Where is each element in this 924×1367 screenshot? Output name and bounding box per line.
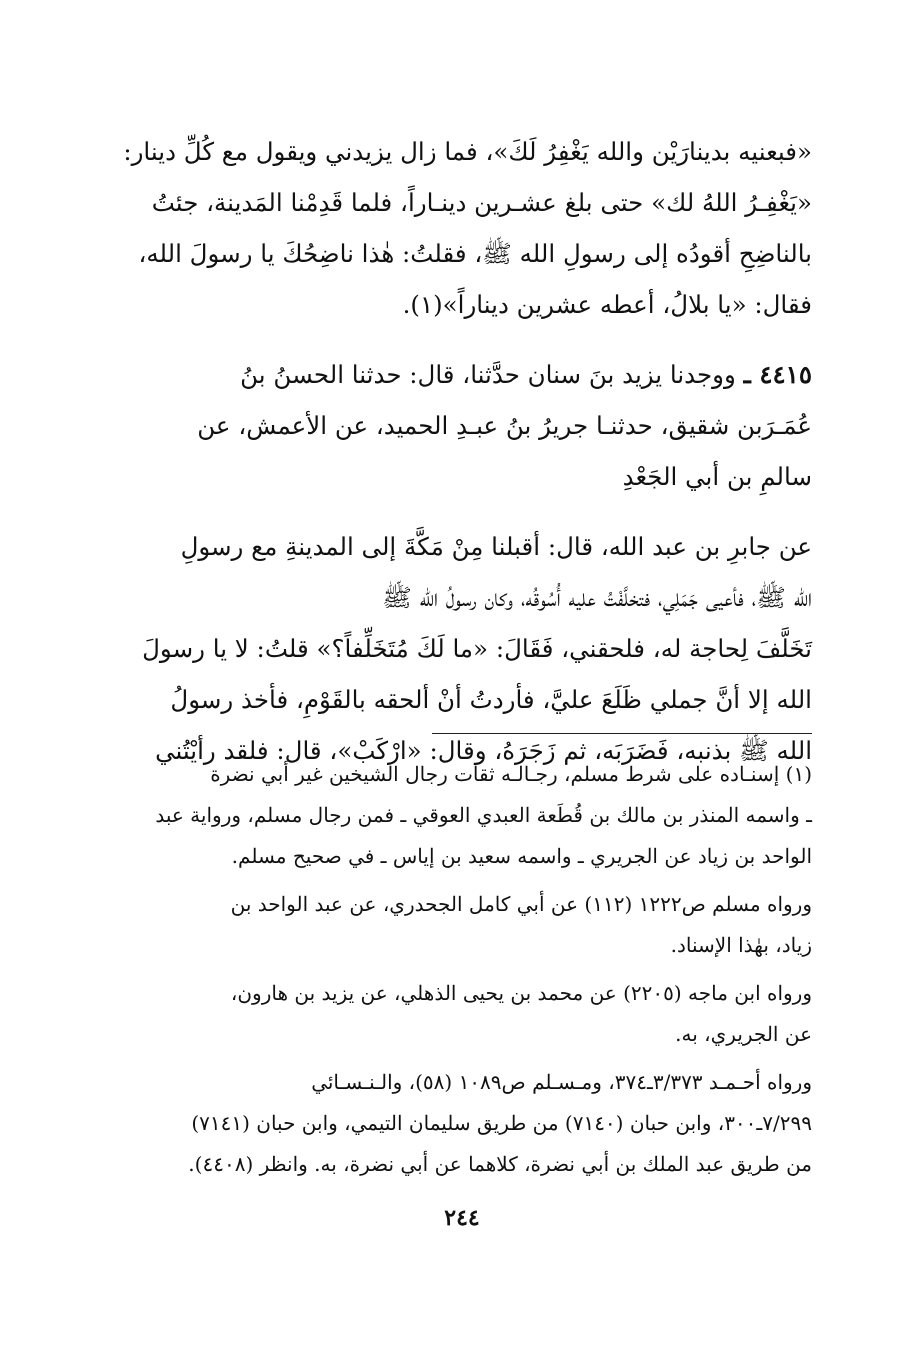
text-line: فقال: «يا بلالُ، أعطه عشرين ديناراً»(١). <box>402 290 812 319</box>
paragraph-1 <box>108 126 812 330</box>
footnote-line: ورواه ابن ماجه (٢٢٠٥) عن محمد بن يحيى الذهلي، عن يزيد بن هارون، <box>230 981 812 1005</box>
footnote-line: ورواه مسلم ص١٢٢٢ (١١٢) عن أبي كامل الجحدري، عن عبد الواحد بن <box>230 892 812 916</box>
text-line: الله إلا أنَّ جملي ظَلَعَ عليَّ، فأردتُ أنْ ألحقه بالقَوْمِ، فأخذ رسولُ <box>170 685 812 714</box>
footnote-line: ٧/٢٩٩ـ٣٠٠، وابن حبان (٧١٤٠) من طريق سليمان التيمي، وابن حبان (٧١٤١) <box>191 1111 812 1135</box>
footnotes-section <box>108 733 812 1185</box>
text-line: «فبعنيه بدينارَيْن والله يَغْفِرُ لَكَ»، فما زال يزيدني ويقول مع كُلِّ دينار: <box>123 137 812 166</box>
text-line: سالمِ بن أبي الجَعْدِ <box>622 462 812 491</box>
footnote-line: زياد، بهٰذا الإسناد. <box>670 933 812 957</box>
footnote-1 <box>108 754 812 877</box>
text-line: ووجدنا يزيد بنَ سنان حدَّثنا، قال: حدثنا الحسنُ بنُ <box>240 360 736 389</box>
main-text <box>108 126 812 776</box>
text-line: تَخَلَّفَ لِحاجة له، فلحقني، فَقَالَ: «ما لَكَ مُتَخَلِّفاً؟» قلتُ: لا يا رسولَ <box>142 634 812 663</box>
footnote-line: ـ واسمه المنذر بن مالك بن قُطَعة العبدي العوقي ـ فمن رجال مسلم، ورواية عبد <box>155 803 812 827</box>
footnote-line: عن الجريري، به. <box>675 1022 812 1046</box>
text-line: بالناضِحِ أقودُه إلى رسولِ الله ﷺ، فقلتُ: هٰذا ناضِحُكَ يا رسولَ الله، <box>138 239 812 268</box>
footnote-divider <box>432 733 812 734</box>
hadith-number: ٤٤١٥ ـ <box>743 360 812 389</box>
text-line: الله ﷺ، فأعيى جَمَلِي، فتخلَّفْتُ عليه أُسُوقُه، وكان رسولُ الله ﷺ <box>382 583 812 612</box>
footnote-line: من طريق عبد الملك بن أبي نضرة، كلاهما عن أبي نضرة، به. وانظر (٤٤٠٨). <box>188 1152 812 1176</box>
footnote-line: ورواه أحـمـد ٣/٣٧٣ـ٣٧٤، ومـسـلم ص١٠٨٩ (٥٨)، والـنـسـائي <box>311 1070 812 1094</box>
page-number: ٢٤٤ <box>444 1205 480 1231</box>
footnote-paragraph-2 <box>108 884 812 966</box>
text-line: الله ﷺ بذنبه، فَضَرَبَه، ثم زَجَرَهُ، وقال: «ارْكَبْ»، قال: فلقد رأيْتُني <box>155 736 812 765</box>
text-line: «يَغْفِـرُ اللهُ لك» حتى بلغ عشـرين دينـاراً، فلما قَدِمْنا المَدينة، جئتُ <box>151 188 812 217</box>
footnote-paragraph-4 <box>108 1062 812 1185</box>
footnote-line: الواحد بن زياد عن الجريري ـ واسمه سعيد بن إياس ـ في صحيح مسلم. <box>231 844 812 868</box>
text-line: عُمَـرَبن شقيق، حدثنـا جريرُ بنُ عبـدِ الحميد، عن الأعمش، عن <box>197 411 812 440</box>
text-line: عن جابرِ بن عبد الله، قال: أقبلنا مِنْ مَكَّةَ إلى المدينةِ مع رسولِ <box>180 532 812 561</box>
paragraph-4415 <box>108 349 812 502</box>
footnote-line: (١) إسنـاده على شرط مسلم، رجـالـه ثقات رجال الشيخين غير أبي نضرة <box>210 762 812 786</box>
footnote-paragraph-3 <box>108 973 812 1055</box>
